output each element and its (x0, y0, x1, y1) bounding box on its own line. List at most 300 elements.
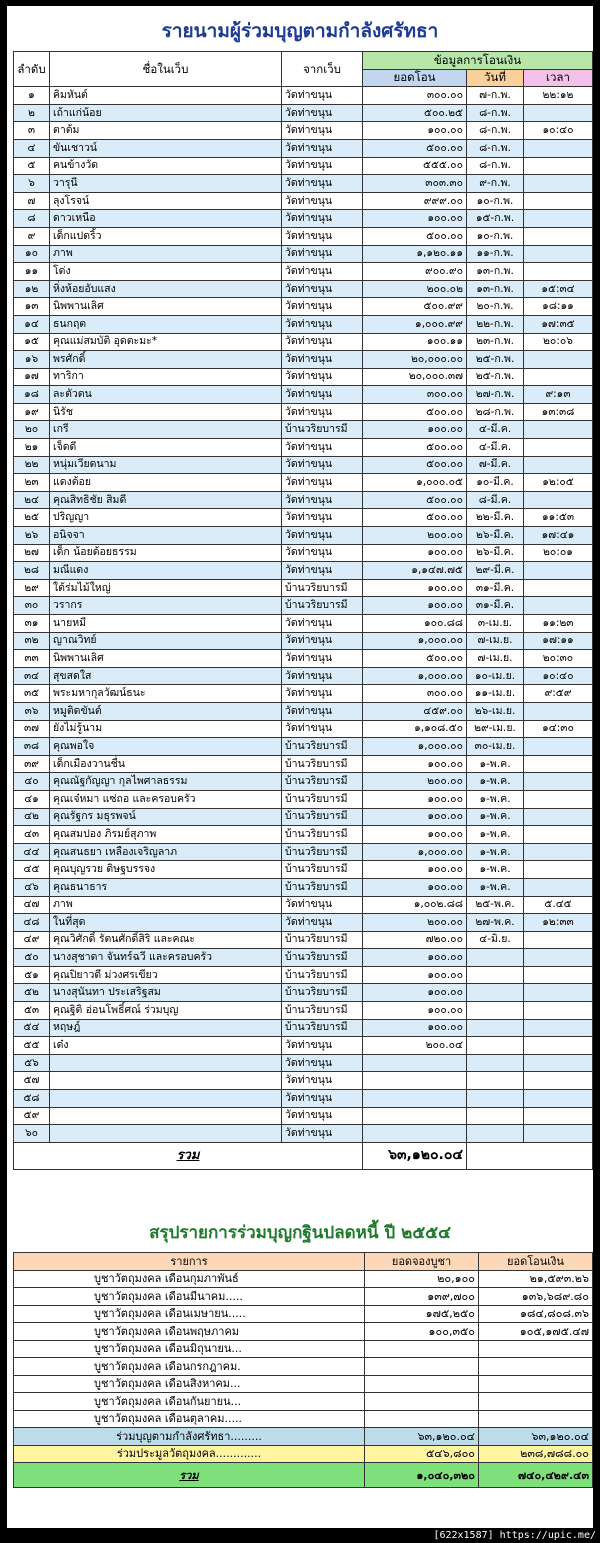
transfer-amount: ๑๐๐.๐๐ (363, 122, 467, 140)
transfer-date: ๑๑-ก.พ. (467, 245, 524, 263)
transfer-time (524, 843, 593, 861)
donor-source: วัดท่าขนุน (282, 896, 363, 914)
transfer-date: ๒๐-ก.พ. (467, 298, 524, 316)
table-row (14, 1019, 593, 1037)
row-number: ๓๒ (14, 632, 50, 650)
donor-name: พรศักดิ์ (50, 351, 282, 369)
transfer-date (467, 1019, 524, 1037)
transfer-time (524, 351, 593, 369)
row-number: ๑๙ (14, 403, 50, 421)
transfer-date: ๔-มี.ค. (467, 421, 524, 439)
donor-name: ภาพ (50, 245, 282, 263)
transfer-date: ๗-เม.ย. (467, 650, 524, 668)
row-number: ๓ (14, 122, 50, 140)
transfer-time: ๒๐:๐๖ (524, 333, 593, 351)
transfer-time (524, 1125, 593, 1143)
transfer-date (467, 1054, 524, 1072)
summary-row (14, 1323, 593, 1341)
row-number: ๕๕ (14, 1037, 50, 1055)
transfer-date: ๓๐-เม.ย. (467, 738, 524, 756)
summary-row (14, 1270, 593, 1288)
donor-source: วัดท่าขนุน (282, 333, 363, 351)
row-number: ๒๐ (14, 421, 50, 439)
donor-source: วัดท่าขนุน (282, 439, 363, 457)
donor-source: วัดท่าขนุน (282, 1037, 363, 1055)
transfer-time (524, 139, 593, 157)
donor-name: เด็กเมืองวานชื่น (50, 755, 282, 773)
summary-transferred: ๑๐๕,๑๗๕.๔๗ (479, 1323, 593, 1341)
transfer-amount: ๑๐๐.๐๐ (363, 878, 467, 896)
summary-transferred (479, 1393, 593, 1411)
table-row (14, 579, 593, 597)
transfer-time (524, 491, 593, 509)
row-number: ๒ (14, 104, 50, 122)
transfer-date (467, 1125, 524, 1143)
donor-source: วัดท่าขนุน (282, 298, 363, 316)
donor-source: วัดท่าขนุน (282, 1107, 363, 1125)
transfer-amount: ๒๐๐.๐๔ (363, 1037, 467, 1055)
donor-name: ทาริกา (50, 368, 282, 386)
transfer-time: ๑๗:๔๑ (524, 527, 593, 545)
transfer-time (524, 456, 593, 474)
transfer-date: ๔-มิ.ย. (467, 931, 524, 949)
transfer-time: ๒๒:๑๒ (524, 87, 593, 105)
row-number: ๑๒ (14, 280, 50, 298)
transfer-date: ๒๕-ก.พ. (467, 351, 524, 369)
table-row (14, 702, 593, 720)
row-number: ๔๒ (14, 808, 50, 826)
transfer-date (467, 966, 524, 984)
donor-name (50, 1090, 282, 1108)
row-number: ๕๐ (14, 949, 50, 967)
summary-transferred (479, 1410, 593, 1428)
row-number: ๑๔ (14, 315, 50, 333)
transfer-amount (363, 1090, 467, 1108)
row-number: ๓๗ (14, 720, 50, 738)
table-row (14, 650, 593, 668)
transfer-amount: ๕๐๐.๙๙ (363, 298, 467, 316)
transfer-date: ๓-เม.ย. (467, 615, 524, 633)
row-number: ๓๐ (14, 597, 50, 615)
col-from-header: จากเว็บ (282, 52, 363, 87)
donor-source: บ้านวริยบารมี (282, 421, 363, 439)
row-number: ๓๖ (14, 702, 50, 720)
donor-source: วัดท่าขนุน (282, 1072, 363, 1090)
donor-name: พระมหากุลวัฒน์ธนะ (50, 685, 282, 703)
table-row (14, 720, 593, 738)
donor-source: วัดท่าขนุน (282, 702, 363, 720)
transfer-date: ๒๘-ก.พ. (467, 403, 524, 421)
donor-name: หนุ่มเวียดนาม (50, 456, 282, 474)
summary-item: บูชาวัตถุมงคล เดือนมีนาคม..... (14, 1288, 365, 1306)
transfer-time (524, 1072, 593, 1090)
donor-source: บ้านวริยบารมี (282, 738, 363, 756)
transfer-amount: ๓๐๓.๓๐ (363, 175, 467, 193)
transfer-amount: ๕๐๐.๐๐ (363, 403, 467, 421)
transfer-time (524, 597, 593, 615)
summary-pledged (365, 1340, 479, 1358)
donor-source: วัดท่าขนุน (282, 456, 363, 474)
row-number: ๑๓ (14, 298, 50, 316)
donor-name: ละตัวตน (50, 386, 282, 404)
donor-name (50, 1125, 282, 1143)
donor-name: เด็กแปดริ้ว (50, 227, 282, 245)
summary-transferred (479, 1358, 593, 1376)
transfer-amount: ๕๐๐.๐๐ (363, 650, 467, 668)
transfer-amount: ๑๐๐.๐๐ (363, 421, 467, 439)
donor-source: วัดท่าขนุน (282, 720, 363, 738)
table-row (14, 421, 593, 439)
transfer-date: ๑๓-ก.พ. (467, 263, 524, 281)
donor-source: วัดท่าขนุน (282, 615, 363, 633)
donor-source: บ้านวริยบารมี (282, 931, 363, 949)
donor-source: บ้านวริยบารมี (282, 949, 363, 967)
transfer-date: ๘-ก.พ. (467, 104, 524, 122)
table-row (14, 263, 593, 281)
transfer-time: ๑๐:๔๐ (524, 667, 593, 685)
summary-auction-row (14, 1445, 593, 1463)
transfer-time (524, 1054, 593, 1072)
transfer-time (524, 210, 593, 228)
row-number: ๔ (14, 139, 50, 157)
donor-name: ขันเชาวน์ (50, 139, 282, 157)
donor-name: คุณแม่สมบัติ อุดตะมะ* (50, 333, 282, 351)
summary-transferred: ๒๑,๕๙๓.๒๖ (479, 1270, 593, 1288)
transfer-amount: ๑๐๐.๘๘ (363, 615, 467, 633)
summary-item-header: รายการ (14, 1253, 365, 1271)
row-number: ๔๓ (14, 826, 50, 844)
transfer-amount: ๑๐๐.๐๐ (363, 826, 467, 844)
transfer-amount: ๕๐๐.๐๐ (363, 139, 467, 157)
col-date-header: วันที่ (467, 69, 524, 87)
table-row (14, 1107, 593, 1125)
summary-row (14, 1288, 593, 1306)
row-number: ๒๔ (14, 491, 50, 509)
donor-name: คุณปิยาวดี ม่วงศรเขียว (50, 966, 282, 984)
donor-source: วัดท่าขนุน (282, 403, 363, 421)
transfer-date: ๗-มี.ค. (467, 456, 524, 474)
donor-source: วัดท่าขนุน (282, 1125, 363, 1143)
donor-source: วัดท่าขนุน (282, 122, 363, 140)
row-number: ๔๔ (14, 843, 50, 861)
table-row (14, 1037, 593, 1055)
table-row (14, 878, 593, 896)
row-number: ๓๕ (14, 685, 50, 703)
donor-name: แดงต้อย (50, 474, 282, 492)
transfer-time: ๑๗:๑๑ (524, 632, 593, 650)
donor-source: บ้านวริยบารมี (282, 808, 363, 826)
summary-transferred (479, 1340, 593, 1358)
transfer-date (467, 1002, 524, 1020)
donor-source: วัดท่าขนุน (282, 139, 363, 157)
summary-item: บูชาวัตถุมงคล เดือนพฤษภาคม (14, 1323, 365, 1341)
summary-faith-row-transferred: ๖๓,๑๒๐.๐๔ (479, 1428, 593, 1446)
transfer-amount: ๕๐๐.๒๕ (363, 104, 467, 122)
transfer-time: ๑๕:๓๔ (524, 280, 593, 298)
donor-name: นางสุชาดา จันทร์ฉวี และครอบครัว (50, 949, 282, 967)
table-row (14, 773, 593, 791)
table-row (14, 210, 593, 228)
transfer-time (524, 966, 593, 984)
transfer-time: ๑๔:๓๐ (524, 720, 593, 738)
donor-name: ภาพ (50, 896, 282, 914)
transfer-time (524, 861, 593, 879)
transfer-amount: ๒๐๐.๐๐ (363, 914, 467, 932)
table-row (14, 192, 593, 210)
summary-pledged (365, 1410, 479, 1428)
transfer-time: ๑๒:๐๕ (524, 474, 593, 492)
donor-source: วัดท่าขนุน (282, 491, 363, 509)
transfer-time (524, 931, 593, 949)
donor-source: บ้านวริยบารมี (282, 984, 363, 1002)
table-row (14, 966, 593, 984)
transfer-time (524, 826, 593, 844)
transfer-date: ๒๒-ก.พ. (467, 315, 524, 333)
donor-name: นิพพานเลิศ (50, 650, 282, 668)
transfer-date: ๒๖-เม.ย. (467, 702, 524, 720)
row-number: ๖๐ (14, 1125, 50, 1143)
row-number: ๒๑ (14, 439, 50, 457)
row-number: ๒๗ (14, 544, 50, 562)
transfer-time (524, 1019, 593, 1037)
row-number: ๔๑ (14, 790, 50, 808)
donor-source: วัดท่าขนุน (282, 562, 363, 580)
transfer-amount: ๑,๐๐๐.๐๐ (363, 843, 467, 861)
row-number: ๓๑ (14, 615, 50, 633)
table-row (14, 315, 593, 333)
transfer-date (467, 949, 524, 967)
col-name-header: ชื่อในเว็บ (50, 52, 282, 87)
donor-name: ลุงโรจน์ (50, 192, 282, 210)
row-number: ๔๕ (14, 861, 50, 879)
transfer-amount: ๙๐๐.๙๐ (363, 263, 467, 281)
table-row (14, 1002, 593, 1020)
table-row (14, 139, 593, 157)
donor-source: บ้านวริยบารมี (282, 966, 363, 984)
transfer-time (524, 263, 593, 281)
transfer-time: ๑๘:๑๑ (524, 298, 593, 316)
donor-name: นายหมี (50, 615, 282, 633)
transfer-time (524, 1107, 593, 1125)
donor-name: สุขสดใส (50, 667, 282, 685)
transfer-date (467, 1037, 524, 1055)
summary-pledged-header: ยอดจองบูชา (365, 1253, 479, 1271)
row-number: ๕๓ (14, 1002, 50, 1020)
table-row (14, 87, 593, 105)
donor-name: ดาวเหนือ (50, 210, 282, 228)
donor-source: วัดท่าขนุน (282, 315, 363, 333)
transfer-date: ๒๖-มี.ค. (467, 544, 524, 562)
summary-item: บูชาวัตถุมงคล เดือนกันยายน... (14, 1393, 365, 1411)
table-row (14, 368, 593, 386)
table-row (14, 122, 593, 140)
transfer-time (524, 192, 593, 210)
transfer-amount: ๑๐๐.๐๐ (363, 966, 467, 984)
row-number: ๔๐ (14, 773, 50, 791)
summary-row (14, 1410, 593, 1428)
donor-name: คุณรัฐกร มธุรพจน์ (50, 808, 282, 826)
transfer-amount: ๑๐๐.๐๐ (363, 544, 467, 562)
table-row (14, 931, 593, 949)
row-number: ๒๖ (14, 527, 50, 545)
table-row (14, 826, 593, 844)
transfer-time: ๑๗:๓๕ (524, 315, 593, 333)
table-row (14, 527, 593, 545)
transfer-time (524, 790, 593, 808)
donor-name: หมูติดขันต์ (50, 702, 282, 720)
transfer-time (524, 808, 593, 826)
table-row (14, 896, 593, 914)
row-number: ๕๑ (14, 966, 50, 984)
transfer-date: ๑๐-เม.ย. (467, 667, 524, 685)
summary-pledged: ๑๓๙,๗๐๐ (365, 1288, 479, 1306)
transfer-time (524, 878, 593, 896)
transfer-date: ๒๒-มี.ค. (467, 509, 524, 527)
transfer-amount: ๑๐๐.๐๐ (363, 984, 467, 1002)
row-number: ๑ (14, 87, 50, 105)
table-row (14, 808, 593, 826)
donor-name: ในที่สุด (50, 914, 282, 932)
table-row (14, 1090, 593, 1108)
transfer-amount: ๑,๑๒๐.๑๑ (363, 245, 467, 263)
transfer-amount: ๑๐๐.๐๐ (363, 755, 467, 773)
transfer-amount (363, 1125, 467, 1143)
transfer-date: ๑-พ.ค. (467, 773, 524, 791)
donor-source: วัดท่าขนุน (282, 650, 363, 668)
transfer-date: ๑๐-มี.ค. (467, 474, 524, 492)
transfer-amount: ๙๙๙.๐๐ (363, 192, 467, 210)
summary-item: บูชาวัตถุมงคล เดือนกุมภาพันธ์ (14, 1270, 365, 1288)
transfer-time (524, 702, 593, 720)
transfer-date: ๔-มี.ค. (467, 439, 524, 457)
donor-name: เด็ก น้อยด้อยธรรม (50, 544, 282, 562)
table-row (14, 984, 593, 1002)
donor-source: วัดท่าขนุน (282, 227, 363, 245)
donor-name: คนข้างวัด (50, 157, 282, 175)
row-number: ๔๘ (14, 914, 50, 932)
donor-name: คิมหันต์ (50, 87, 282, 105)
summary-total-row-transferred: ๗๔๐,๔๒๙.๔๓ (479, 1463, 593, 1488)
donor-name (50, 1072, 282, 1090)
summary-item: บูชาวัตถุมงคล เดือนกรกฎาคม. (14, 1358, 365, 1376)
summary-item: บูชาวัตถุมงคล เดือนมิถุนายน... (14, 1340, 365, 1358)
transfer-time (524, 1002, 593, 1020)
donor-source: วัดท่าขนุน (282, 175, 363, 193)
row-number: ๕๒ (14, 984, 50, 1002)
donor-name: หฤษฎ์ (50, 1019, 282, 1037)
transfer-time: ๒๐:๓๐ (524, 650, 593, 668)
transfer-time: ๑๑:๒๓ (524, 615, 593, 633)
table-row (14, 597, 593, 615)
transfer-amount: ๑๐๐.๐๐ (363, 949, 467, 967)
transfer-date (467, 1090, 524, 1108)
donor-name: คุณสนธยา เหลืองเจริญลาภ (50, 843, 282, 861)
table-row (14, 439, 593, 457)
transfer-amount: ๓๐๐.๐๐ (363, 87, 467, 105)
transfer-amount (363, 1072, 467, 1090)
summary-table (13, 1252, 593, 1488)
transfer-amount: ๑,๐๐๒.๘๘ (363, 896, 467, 914)
table-row (14, 1054, 593, 1072)
row-number: ๑๗ (14, 368, 50, 386)
donor-name: เจ็ดดี (50, 439, 282, 457)
transfer-amount: ๑,๐๐๐.๐๕ (363, 474, 467, 492)
donor-source: บ้านวริยบารมี (282, 755, 363, 773)
table-row (14, 790, 593, 808)
donor-name: ยังไม่รู้นาม (50, 720, 282, 738)
page-title: รายนามผู้ร่วมบุญตามกำลังศรัทธา (161, 20, 439, 42)
donor-name: ญาณวิทย์ (50, 632, 282, 650)
donor-name: หิ่งห้อยอับแสง (50, 280, 282, 298)
transfer-amount: ๑๐๐.๐๐ (363, 579, 467, 597)
transfer-time: ๕.๔๕ (524, 896, 593, 914)
transfer-date: ๘-ก.พ. (467, 122, 524, 140)
table-row (14, 157, 593, 175)
table-row (14, 403, 593, 421)
transfer-amount: ๗๒๐.๐๐ (363, 931, 467, 949)
transfer-amount: ๒๐๐.๐๐ (363, 527, 467, 545)
transfer-amount: ๕๕๕.๐๐ (363, 157, 467, 175)
transfer-date (467, 1107, 524, 1125)
transfer-time: ๑๓:๓๘ (524, 403, 593, 421)
transfer-amount: ๑๐๐.๐๐ (363, 790, 467, 808)
row-number: ๓๓ (14, 650, 50, 668)
summary-faith-row-label: ร่วมบุญตามกำลังศรัทธา......... (14, 1428, 365, 1446)
transfer-time (524, 773, 593, 791)
donor-name: คุณสิทธิชัย สิมดี (50, 491, 282, 509)
transfer-time (524, 562, 593, 580)
transfer-date: ๒๕-ก.พ. (467, 368, 524, 386)
summary-item: บูชาวัตถุมงคล เดือนตุลาคม..... (14, 1410, 365, 1428)
transfer-time (524, 984, 593, 1002)
transfer-date: ๑-พ.ค. (467, 826, 524, 844)
transfer-amount: ๑๐๐.๐๐ (363, 1002, 467, 1020)
summary-row (14, 1358, 593, 1376)
transfer-time (524, 245, 593, 263)
donor-name: คุณพอใจ (50, 738, 282, 756)
row-number: ๒๙ (14, 579, 50, 597)
transfer-amount: ๑,๑๐๘.๕๐ (363, 720, 467, 738)
table-row (14, 667, 593, 685)
table-row (14, 104, 593, 122)
transfer-date: ๑๑-เม.ย. (467, 685, 524, 703)
donor-source: วัดท่าขนุน (282, 245, 363, 263)
transfer-date (467, 984, 524, 1002)
donor-source: วัดท่าขนุน (282, 351, 363, 369)
donor-name (50, 1107, 282, 1125)
summary-faith-row (14, 1428, 593, 1446)
transfer-date: ๒๙-มี.ค. (467, 562, 524, 580)
summary-total-row-label: รวม (14, 1463, 365, 1488)
table-row (14, 843, 593, 861)
donor-name: คุณเจ๋หมา แซ่ถอ และครอบครัว (50, 790, 282, 808)
transfer-amount: ๒๐,๐๐๐.๓๗ (363, 368, 467, 386)
donor-source: วัดท่าขนุน (282, 386, 363, 404)
transfer-time (524, 579, 593, 597)
transfer-amount (363, 1107, 467, 1125)
summary-pledged (365, 1358, 479, 1376)
col-amount-header: ยอดโอน (363, 69, 467, 87)
donor-name: คุณณัฐกัญญา กุลไพศาลธรรม (50, 773, 282, 791)
row-number: ๓๘ (14, 738, 50, 756)
row-number: ๑๕ (14, 333, 50, 351)
table-row (14, 1072, 593, 1090)
summary-pledged (365, 1375, 479, 1393)
table-row (14, 755, 593, 773)
transfer-date: ๒๕-พ.ค. (467, 896, 524, 914)
transfer-date: ๘-ก.พ. (467, 139, 524, 157)
row-number: ๓๙ (14, 755, 50, 773)
